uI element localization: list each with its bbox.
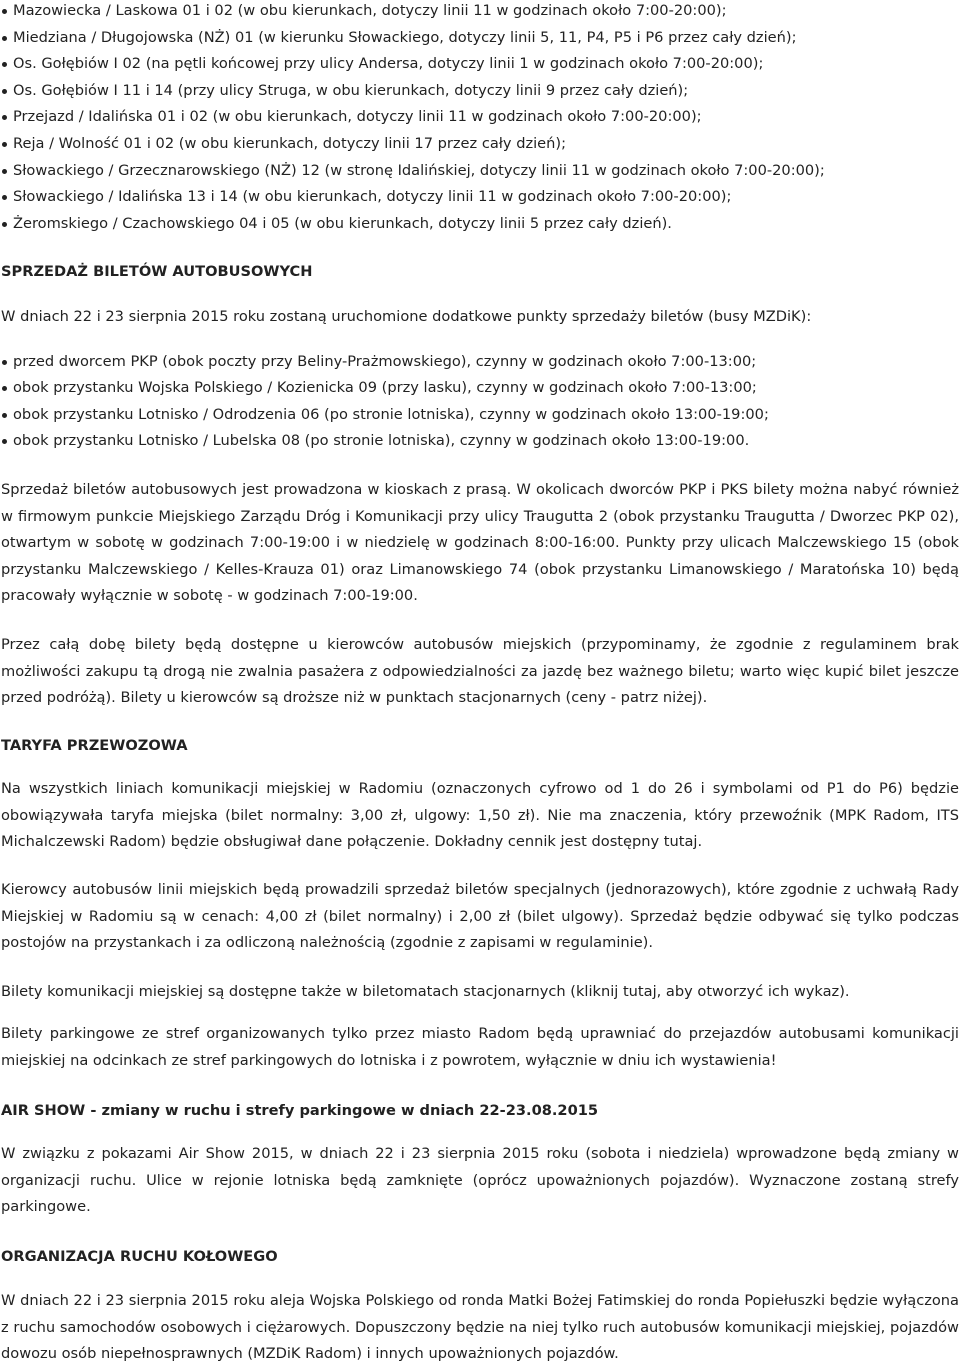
list-item: obok przystanku Wojska Polskiego / Kozienicka 09 (przy lasku), czynny w godzinach około 7:00-13:00; xyxy=(0,378,769,397)
list-item: Żeromskiego / Czachowskiego 04 i 05 (w obu kierunkach, dotyczy linii 5 przez cały dzień). xyxy=(0,214,825,233)
list-item: Słowackiego / Grzecznarowskiego (NŻ) 12 (w stronę Idalińskiej, dotyczy linii 11 w godzinach około 7:00-20:00); xyxy=(0,161,825,180)
list-item: Os. Gołębiów I 02 (na pętli końcowej przy ulicy Andersa, dotyczy linii 1 w godzinach około 7:00-20:00); xyxy=(0,54,825,73)
list-item: Przejazd / Idalińska 01 i 02 (w obu kierunkach, dotyczy linii 11 w godzinach około 7:00-20:00); xyxy=(0,107,825,126)
ticket-sales-paragraph-1: Sprzedaż biletów autobusowych jest prowadzona w kioskach z prasą. W okolicach dworców PKP i PKS bilety można nabyć również w firmowym punkcie Miejskiego Zarządu Dróg i Komunikacji przy ulicy Traugutta 2 (obok przystanku Traugutta / Dworzec PKP 02), otwartym w sobotę w godzinach 7:00-19:00 i w niedzielę w godzinach 8:00-16:00. Punkty przy ulicach Malczewskiego 15 (obok przystanku Malczewskiego / Kelles-Krauza 01) oraz Limanowskiego 74 (obok przystanku Limanowskiego / Maratońska 10) będą pracowały wyłącznie w sobotę - w godzinach 7:00-19:00. xyxy=(1,481,959,605)
tariff-paragraph-3: Bilety komunikacji miejskiej są dostępne także w biletomatach stacjonarnych (kliknij tutaj, aby otworzyć ich wykaz). xyxy=(1,983,850,1000)
section-heading-tariff: TARYFA PRZEWOZOWA xyxy=(1,737,188,754)
list-item: Słowackiego / Idalińska 13 i 14 (w obu kierunkach, dotyczy linii 11 w godzinach około 7:00-20:00); xyxy=(0,187,825,206)
section-heading-airshow: AIR SHOW - zmiany w ruchu i strefy parkingowe w dniach 22-23.08.2015 xyxy=(1,1102,599,1119)
closed-stops-list xyxy=(0,1,825,240)
sales-points-list xyxy=(0,352,769,458)
airshow-paragraph-1: W związku z pokazami Air Show 2015, w dniach 22 i 23 sierpnia 2015 roku (sobota i niedziela) wprowadzone będą zmiany w organizacji ruchu. Ulice w rejonie lotniska będą zamknięte (oprócz upoważnionych pojazdów). Wyznaczone zostaną strefy parkingowe. xyxy=(1,1145,959,1216)
list-item: obok przystanku Lotnisko / Lubelska 08 (po stronie lotniska), czynny w godzinach około 13:00-19:00. xyxy=(0,431,769,450)
list-item: Mazowiecka / Laskowa 01 i 02 (w obu kierunkach, dotyczy linii 11 w godzinach około 7:00-20:00); xyxy=(0,1,825,20)
ticket-sales-paragraph-2: Przez całą dobę bilety będą dostępne u kierowców autobusów miejskich (przypominamy, że zgodnie z regulaminem brak możliwości zakupu tą drogą nie zwalnia pasażera z odpowiedzialności za jazdę bez ważnego biletu; warto więc kupić bilet jeszcze przed podróżą). Bilety u kierowców są droższe niż w punktach stacjonarnych (ceny - patrz niżej). xyxy=(1,636,959,707)
list-item: Os. Gołębiów I 11 i 14 (przy ulicy Struga, w obu kierunkach, dotyczy linii 9 przez cały dzień); xyxy=(0,81,825,100)
list-item: obok przystanku Lotnisko / Odrodzenia 06 (po stronie lotniska), czynny w godzinach około 13:00-19:00; xyxy=(0,405,769,424)
list-item: Reja / Wolność 01 i 02 (w obu kierunkach, dotyczy linii 17 przez cały dzień); xyxy=(0,134,825,153)
tariff-paragraph-2: Kierowcy autobusów linii miejskich będą prowadzili sprzedaż biletów specjalnych (jednorazowych), które zgodnie z uchwałą Rady Miejskiej w Radomiu są w cenach: 4,00 zł (bilet normalny) i 2,00 zł (bilet ulgowy). Sprzedaż będzie odbywać się tylko podczas postojów na przystankach i za odliczoną należnością (zgodnie z zapisami w regulaminie). xyxy=(1,881,959,952)
tariff-paragraph-1: Na wszystkich liniach komunikacji miejskiej w Radomiu (oznaczonych cyfrowo od 1 do 26 i symbolami od P1 do P6) będzie obowiązywała taryfa miejska (bilet normalny: 3,00 zł, ulgowy: 1,50 zł). Nie ma znaczenia, który przewoźnik (MPK Radom, ITS Michalczewski Radom) będzie obsługiwał dane połączenie. Dokładny cennik jest dostępny tutaj. xyxy=(1,780,959,851)
section-heading-ticket-sales: SPRZEDAŻ BILETÓW AUTOBUSOWYCH xyxy=(1,263,313,280)
tariff-paragraph-4: Bilety parkingowe ze stref organizowanych tylko przez miasto Radom będą uprawniać do przejazdów autobusami komunikacji miejskiej na odcinkach ze stref parkingowych do lotniska i z powrotem, wyłącznie w dniu ich wystawienia! xyxy=(1,1025,959,1069)
ticket-sales-intro: W dniach 22 i 23 sierpnia 2015 roku zostaną uruchomione dodatkowe punkty sprzedaży biletów (busy MZDiK): xyxy=(1,308,812,325)
list-item: przed dworcem PKP (obok poczty przy Beliny-Prażmowskiego), czynny w godzinach około 7:00-13:00; xyxy=(0,352,769,371)
traffic-paragraph-1: W dniach 22 i 23 sierpnia 2015 roku aleja Wojska Polskiego od ronda Matki Bożej Fatimskiej do ronda Popiełuszki będzie wyłączona z ruchu samochodów osobowych i ciężarowych. Dopuszczony będzie na niej tylko ruch autobusów komunikacji miejskiej, pojazdów dowozu osób niepełnosprawnych (MZDiK Radom) i innych upoważnionych pojazdów. xyxy=(1,1292,959,1363)
list-item: Miedziana / Długojowska (NŻ) 01 (w kierunku Słowackiego, dotyczy linii 5, 11, P4, P5 i P6 przez cały dzień); xyxy=(0,28,825,47)
section-heading-traffic: ORGANIZACJA RUCHU KOŁOWEGO xyxy=(1,1248,278,1265)
